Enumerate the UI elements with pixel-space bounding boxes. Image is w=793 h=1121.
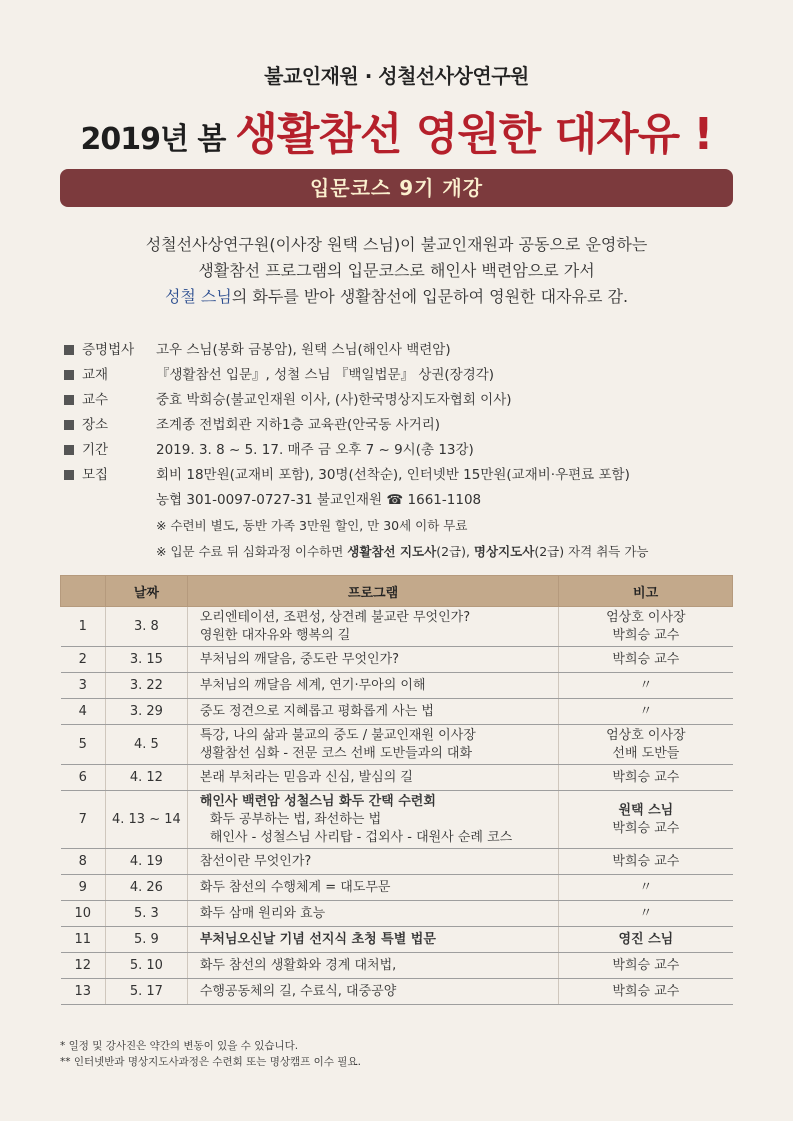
table-row <box>61 673 733 699</box>
row-program <box>187 765 558 791</box>
info-row <box>62 388 762 413</box>
info-value: 중효 박희승(불교인재원 이사, (사)한국명상지도자협회 이사) <box>156 392 512 408</box>
program-line: 화두 참선의 생활화와 경계 대처법, <box>199 957 397 973</box>
row-program <box>187 673 558 699</box>
row-date: 3. 29 <box>105 699 187 725</box>
row-number: 3 <box>61 673 106 699</box>
row-number: 13 <box>61 979 106 1005</box>
row-date: 4. 19 <box>105 849 187 875</box>
row-number: 8 <box>61 849 106 875</box>
program-line: 특강, 나의 삶과 불교의 중도 / 불교인재원 이사장 <box>199 727 476 743</box>
info-value: 2019. 3. 8 ~ 5. 17. 매주 금 오후 7 ~ 9시(총 13강) <box>156 442 474 458</box>
row-note <box>559 725 733 765</box>
program-line: 부처님오신날 기념 선지식 초청 특별 법문 <box>199 931 436 947</box>
row-date: 4. 12 <box>105 765 187 791</box>
row-program <box>187 849 558 875</box>
row-program <box>187 875 558 901</box>
intro-line-2: 생활참선 프로그램의 입문코스로 해인사 백련암으로 가서 <box>198 261 595 280</box>
row-note <box>559 927 733 953</box>
row-date: 3. 8 <box>105 607 187 647</box>
row-number: 6 <box>61 765 106 791</box>
footnotes <box>60 1038 361 1070</box>
course-banner: 입문코스 9기 개강 <box>60 169 733 207</box>
note-line: 박희승 교수 <box>612 769 680 785</box>
table-row <box>61 607 733 647</box>
row-number: 5 <box>61 725 106 765</box>
note-line: 원택 스님 <box>618 802 674 818</box>
program-line: 화두 공부하는 법, 좌선하는 법 <box>209 811 382 827</box>
info-label: 장소 <box>82 417 109 433</box>
row-date: 5. 9 <box>105 927 187 953</box>
table-row <box>61 647 733 673</box>
note-line: 박희승 교수 <box>612 627 680 643</box>
row-date: 5. 3 <box>105 901 187 927</box>
table-row <box>61 725 733 765</box>
note-line: 박희승 교수 <box>612 853 680 869</box>
row-date: 3. 22 <box>105 673 187 699</box>
program-line: 화두 삼매 원리와 효능 <box>199 905 326 921</box>
row-date: 4. 13 ~ 14 <box>105 791 187 849</box>
table-row <box>61 849 733 875</box>
table-row <box>61 979 733 1005</box>
row-date: 5. 10 <box>105 953 187 979</box>
info-label: 증명법사 <box>82 342 135 358</box>
table-row <box>61 927 733 953</box>
row-date: 5. 17 <box>105 979 187 1005</box>
program-line: 영원한 대자유와 행복의 길 <box>199 627 351 643</box>
bullet-square-icon <box>64 420 74 430</box>
col-header-note: 비고 <box>559 576 733 607</box>
col-header-date: 날짜 <box>105 576 187 607</box>
note-discount: ※ 수련비 별도, 동반 가족 3만원 할인, 만 30세 이하 무료 <box>156 518 468 533</box>
col-header-program: 프로그램 <box>187 576 558 607</box>
bullet-square-icon <box>64 345 74 355</box>
row-note <box>559 673 733 699</box>
note-line: 영진 스님 <box>618 931 674 947</box>
table-row <box>61 875 733 901</box>
note-bold: 생활참선 지도사 <box>347 544 437 559</box>
bullet-square-icon <box>64 370 74 380</box>
row-number: 7 <box>61 791 106 849</box>
row-date: 3. 15 <box>105 647 187 673</box>
program-line: 생활참선 심화 - 전문 코스 선배 도반들과의 대화 <box>199 745 473 761</box>
note-text: (2급), <box>436 544 474 559</box>
table-row <box>61 699 733 725</box>
footnote: ** 인터넷반과 명상지도사과정은 수련회 또는 명상캠프 이수 필요. <box>60 1056 361 1068</box>
info-label: 모집 <box>82 467 109 483</box>
intro-line-3 <box>0 284 793 310</box>
intro-highlight: 성철 스님 <box>164 287 232 306</box>
row-program <box>187 791 558 849</box>
bullet-square-icon <box>64 395 74 405</box>
note-line: 〃 <box>639 879 653 895</box>
table-header-row <box>61 576 733 607</box>
row-note <box>559 647 733 673</box>
row-program <box>187 927 558 953</box>
info-label: 교수 <box>82 392 109 408</box>
note-line: 박희승 교수 <box>612 820 680 836</box>
row-note <box>559 699 733 725</box>
program-line: 해인사 백련암 성철스님 화두 간택 수련회 <box>199 793 436 809</box>
note-line: 〃 <box>639 905 653 921</box>
program-line: 수행공동체의 길, 수료식, 대중공양 <box>199 983 397 999</box>
row-program <box>187 953 558 979</box>
note-text: ※ 입문 수료 뒤 심화과정 이수하면 <box>156 544 348 559</box>
program-line: 본래 부처라는 믿음과 신심, 발심의 길 <box>199 769 413 785</box>
program-line: 부처님의 깨달음, 중도란 무엇인가? <box>199 651 400 667</box>
info-value: 고우 스님(봉화 금봉암), 원택 스님(해인사 백련암) <box>156 342 451 358</box>
info-row <box>62 438 762 463</box>
row-program <box>187 725 558 765</box>
table-row <box>61 765 733 791</box>
title-prefix: 2019년 봄 <box>80 122 226 157</box>
col-header-no <box>61 576 106 607</box>
row-program <box>187 607 558 647</box>
row-number: 4 <box>61 699 106 725</box>
row-note <box>559 901 733 927</box>
intro-line-1: 성철선사상연구원(이사장 원택 스님)이 불교인재원과 공동으로 운영하는 <box>145 235 648 254</box>
row-number: 11 <box>61 927 106 953</box>
program-line: 화두 참선의 수행체계 = 대도무문 <box>199 879 391 895</box>
note-certification <box>62 539 762 565</box>
row-note <box>559 765 733 791</box>
row-program <box>187 901 558 927</box>
info-row <box>62 463 762 488</box>
table-row <box>61 791 733 849</box>
info-row <box>62 363 762 388</box>
info-label: 교재 <box>82 367 109 383</box>
note-line: 엄상호 이사장 <box>606 727 686 743</box>
intro-line-3-rest: 의 화두를 받아 생활참선에 입문하여 영원한 대자유로 감. <box>231 287 629 306</box>
note-line: 엄상호 이사장 <box>606 609 686 625</box>
program-line: 오리엔테이션, 조편성, 상견례 불교란 무엇인가? <box>199 609 471 625</box>
table-row <box>61 953 733 979</box>
note-text: (2급) 자격 취득 가능 <box>534 544 649 559</box>
note-line: 박희승 교수 <box>612 957 680 973</box>
bank-account: 농협 301-0097-0727-31 불교인재원 ☎ 1661-1108 <box>156 492 482 508</box>
note-bold: 명상지도사 <box>473 544 535 559</box>
row-note <box>559 849 733 875</box>
program-line: 부처님의 깨달음 세계, 연기·무아의 이해 <box>199 677 426 693</box>
note-line: 선배 도반들 <box>612 745 680 761</box>
info-label: 기간 <box>82 442 109 458</box>
organizer-title: 불교인재원 · 성철선사상연구원 <box>264 64 529 88</box>
note-line: 〃 <box>639 703 653 719</box>
row-number: 9 <box>61 875 106 901</box>
row-number: 2 <box>61 647 106 673</box>
main-title <box>0 98 793 162</box>
program-line: 참선이란 무엇인가? <box>199 853 312 869</box>
schedule-table <box>60 575 733 1005</box>
row-date: 4. 5 <box>105 725 187 765</box>
row-program <box>187 979 558 1005</box>
row-number: 1 <box>61 607 106 647</box>
info-row <box>62 338 762 363</box>
table-row <box>61 901 733 927</box>
bullet-square-icon <box>64 445 74 455</box>
row-number: 12 <box>61 953 106 979</box>
note-line: 박희승 교수 <box>612 983 680 999</box>
program-line: 중도 정견으로 지혜롭고 평화롭게 사는 법 <box>199 703 434 719</box>
info-value: 회비 18만원(교재비 포함), 30명(선착순), 인터넷반 15만원(교재비·우편료 포함) <box>156 467 630 483</box>
row-note <box>559 875 733 901</box>
row-note <box>559 607 733 647</box>
title-main: 생활참선 영원한 대자유 ! <box>235 109 713 160</box>
program-line: 해인사 - 성철스님 사리탑 - 겁외사 - 대원사 순례 코스 <box>209 829 513 845</box>
info-value: 『생활참선 입문』, 성철 스님 『백일법문』 상권(장경각) <box>156 367 495 383</box>
row-note <box>559 953 733 979</box>
info-list <box>62 338 762 565</box>
footnote: * 일정 및 강사진은 약간의 변동이 있을 수 있습니다. <box>60 1040 299 1052</box>
note-line: 박희승 교수 <box>612 651 680 667</box>
row-program <box>187 699 558 725</box>
row-date: 4. 26 <box>105 875 187 901</box>
row-note <box>559 979 733 1005</box>
row-number: 10 <box>61 901 106 927</box>
info-row <box>62 413 762 438</box>
row-program <box>187 647 558 673</box>
info-value: 조계종 전법회관 지하1층 교육관(안국동 사거리) <box>156 417 441 433</box>
bullet-square-icon <box>64 470 74 480</box>
intro-text <box>0 232 793 310</box>
row-note <box>559 791 733 849</box>
note-line: 〃 <box>639 677 653 693</box>
